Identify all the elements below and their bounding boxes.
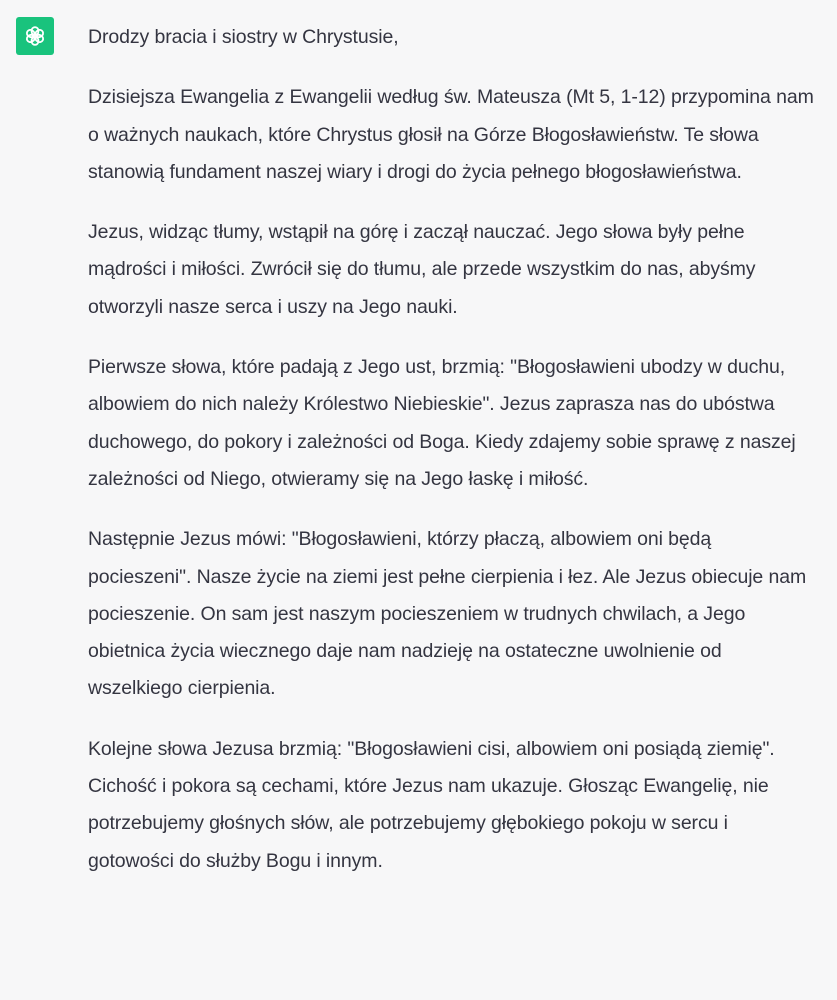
assistant-message-text [88, 19, 818, 903]
paragraph-those-who-mourn: Następnie Jezus mówi: "Błogosławieni, którzy płaczą, albowiem oni będą pocieszeni". Nasze życie na ziemi jest pełne cierpienia i łez. Ale Jezus obiecuje nam pocieszenie. On sam jest naszym pocieszeniem w trudnych chwilach, a Jego obietnica życia wiecznego daje nam nadzieję na ostateczne uwolnienie od wszelkiego cierpienia. [88, 528, 807, 700]
assistant-avatar [16, 17, 54, 55]
paragraph-poor-in-spirit: Pierwsze słowa, które padają z Jego ust, brzmią: "Błogosławieni ubodzy w duchu, albowiem do nich należy Królestwo Niebieskie". Jezus zaprasza nas do ubóstwa duchowego, do pokory i zależności od Boga. Kiedy zdajemy sobie sprawę z naszej zależności od Niego, otwieramy się na Jego łaskę i miłość. [88, 356, 796, 490]
paragraph-greeting: Drodzy bracia i siostry w Chrystusie, [88, 26, 399, 48]
paragraph-jesus-teaching: Jezus, widząc tłumy, wstąpił na górę i zaczął nauczać. Jego słowa były pełne mądrości i miłości. Zwrócił się do tłumu, ale przede wszystkim do nas, abyśmy otworzyli nasze serca i uszy na Jego nauki. [88, 221, 756, 318]
paragraph-gospel-intro: Dzisiejsza Ewangelia z Ewangelii według św. Mateusza (Mt 5, 1-12) przypomina nam o ważnych naukach, które Chrystus głosił na Górze Błogosławieństw. Te słowa stanowią fundament naszej wiary i drogi do życia pełnego błogosławieństwa. [88, 86, 814, 183]
openai-logo-icon [22, 23, 48, 49]
paragraph-the-meek: Kolejne słowa Jezusa brzmią: "Błogosławieni cisi, albowiem oni posiądą ziemię". Cichość i pokora są cechami, które Jezus nam ukazuje. Głosząc Ewangelię, nie potrzebujemy głośnych słów, ale potrzebujemy głębokiego pokoju w sercu i gotowości do służby Bogu i innym. [88, 737, 775, 872]
